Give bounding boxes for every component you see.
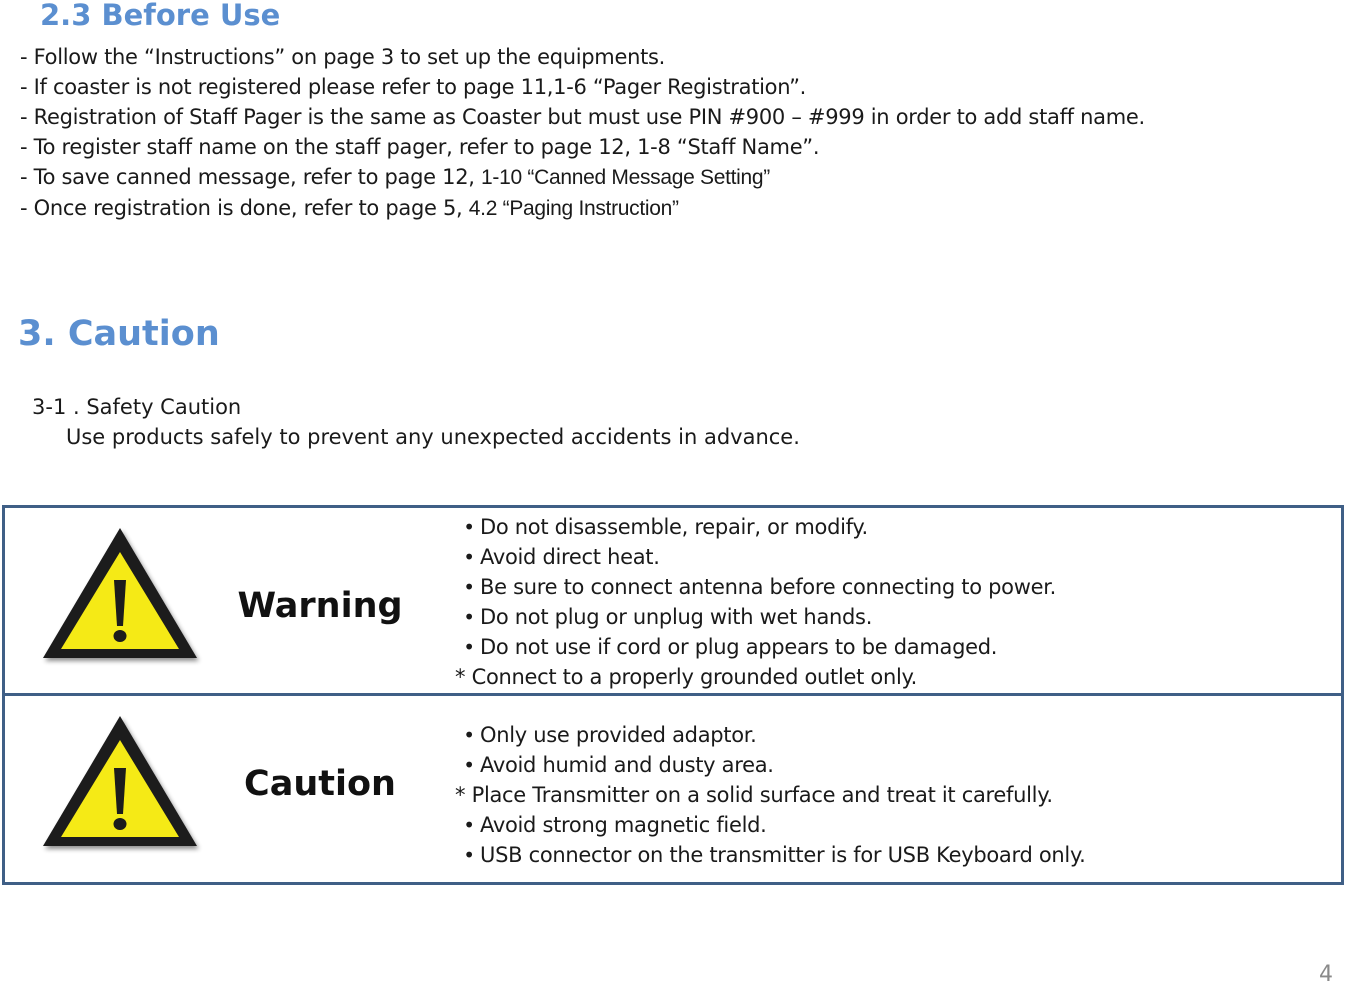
warning-box bbox=[2, 505, 1344, 696]
section-title-caution: 3. Caution bbox=[18, 314, 220, 354]
safety-caution-description: Use products safely to prevent any unexpected accidents in advance. bbox=[66, 425, 800, 449]
caution-item: • Avoid humid and dusty area. bbox=[455, 750, 1085, 780]
warning-item: • Avoid direct heat. bbox=[455, 542, 1056, 572]
warning-triangle-icon bbox=[37, 522, 203, 668]
warning-item: • Do not plug or unplug with wet hands. bbox=[455, 602, 1056, 632]
page-reference: 4.2 “Paging Instruction” bbox=[468, 197, 679, 220]
warning-item: • Do not use if cord or plug appears to be damaged. bbox=[455, 632, 1056, 662]
caution-box bbox=[2, 693, 1344, 885]
page-reference: 1-10 “Canned Message Setting” bbox=[481, 166, 771, 189]
before-use-item: - To register staff name on the staff pager, refer to page 12, 1-8 “Staff Name”. bbox=[20, 135, 820, 159]
before-use-item: - To save canned message, refer to page 12, 1-10 “Canned Message Setting” bbox=[20, 165, 771, 189]
safety-caution-heading: 3-1 . Safety Caution bbox=[32, 395, 242, 419]
caution-item: • Avoid strong magnetic field. bbox=[455, 810, 1085, 840]
section-title-before-use: 2.3 Before Use bbox=[40, 0, 281, 32]
caution-item: • USB connector on the transmitter is for USB Keyboard only. bbox=[455, 840, 1085, 870]
before-use-item: - Follow the “Instructions” on page 3 to set up the equipments. bbox=[20, 45, 666, 69]
before-use-list bbox=[20, 42, 1145, 224]
caution-note: * Place Transmitter on a solid surface and treat it carefully. bbox=[455, 783, 1053, 807]
warning-item: • Be sure to connect antenna before connecting to power. bbox=[455, 572, 1056, 602]
before-use-item: - If coaster is not registered please refer to page 11,1-6 “Pager Registration”. bbox=[20, 75, 807, 99]
warning-triangle-icon bbox=[37, 710, 203, 856]
page-number: 4 bbox=[1319, 962, 1333, 987]
warning-note: * Connect to a properly grounded outlet only. bbox=[455, 665, 918, 689]
warning-item: • Do not disassemble, repair, or modify. bbox=[455, 512, 1056, 542]
warning-label: Warning bbox=[237, 586, 403, 626]
before-use-item: - Once registration is done, refer to page 5, 4.2 “Paging Instruction” bbox=[20, 196, 679, 220]
warning-list bbox=[455, 512, 1056, 692]
before-use-item: - Registration of Staff Pager is the same as Coaster but must use PIN #900 – #999 in order to add staff name. bbox=[20, 105, 1145, 129]
caution-item: • Only use provided adaptor. bbox=[455, 720, 1085, 750]
caution-label: Caution bbox=[244, 764, 396, 804]
caution-list bbox=[455, 720, 1085, 870]
